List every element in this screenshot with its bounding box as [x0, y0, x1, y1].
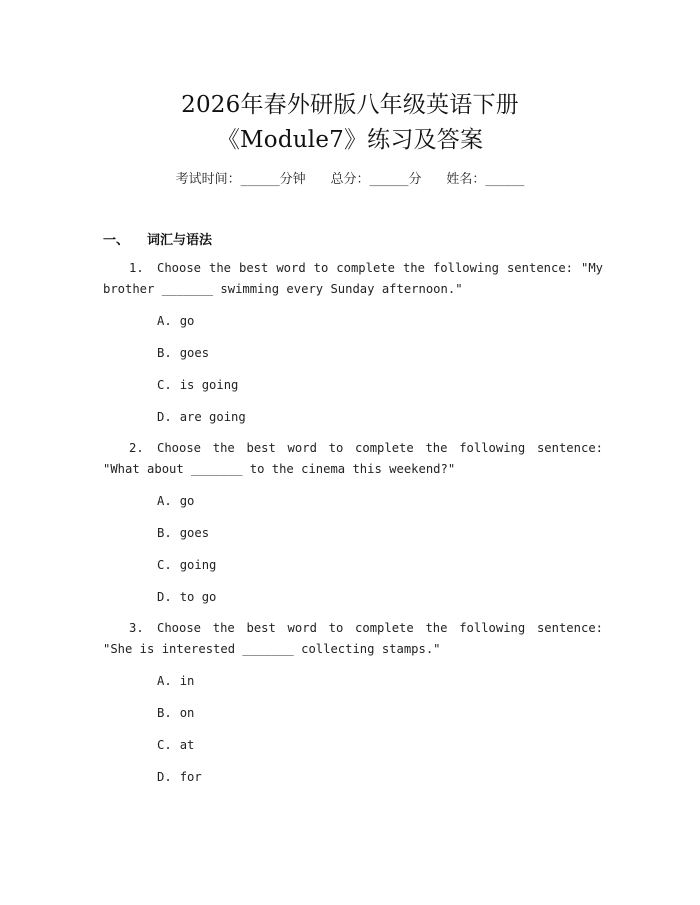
question-2-option-c: [157, 558, 216, 572]
question-3-option-b: [157, 706, 194, 720]
question-2-option-d: [157, 590, 216, 604]
option-text: is going: [179, 378, 239, 392]
exam-info-line: [0, 168, 700, 187]
option-letter: B.: [157, 346, 172, 360]
question-number: 1.: [129, 261, 144, 275]
score-label: 总分：: [330, 172, 370, 187]
section-heading: [103, 229, 212, 248]
option-letter: D.: [157, 770, 172, 784]
option-letter: A.: [157, 494, 172, 508]
option-letter: C.: [157, 738, 172, 752]
question-1-option-b: [157, 346, 209, 360]
question-3-option-d: [157, 770, 202, 784]
option-letter: B.: [157, 706, 172, 720]
option-text: on: [179, 706, 195, 720]
time-blank: ______: [240, 172, 280, 187]
document-subtitle: 《Module7》练习及答案: [216, 127, 484, 153]
question-1: [103, 258, 603, 300]
question-1-option-d: [157, 410, 246, 424]
question-3-option-c: [157, 738, 194, 752]
section-number: 一、: [103, 233, 130, 248]
option-letter: D.: [157, 410, 172, 424]
time-label: 考试时间：: [175, 172, 241, 187]
option-letter: B.: [157, 526, 172, 540]
option-text: goes: [179, 346, 210, 360]
option-text: in: [179, 674, 195, 688]
option-text: for: [179, 770, 202, 784]
question-number: 3.: [129, 621, 144, 635]
option-letter: D.: [157, 590, 172, 604]
option-text: to go: [179, 590, 217, 604]
question-text: Choose the best word to complete the following sentence: "My brother _______ swimming every Sunday afternoon.": [103, 261, 603, 296]
question-number: 2.: [129, 441, 144, 455]
question-2-option-a: [157, 494, 194, 508]
option-letter: A.: [157, 674, 172, 688]
section-title: 词汇与语法: [147, 233, 213, 248]
name-label: 姓名：: [446, 172, 486, 187]
score-unit: 分: [408, 172, 422, 187]
question-1-option-c: [157, 378, 238, 392]
question-2: [103, 438, 603, 480]
option-text: going: [179, 558, 217, 572]
question-3-option-a: [157, 674, 194, 688]
option-letter: A.: [157, 314, 172, 328]
document-title: 2026年春外研版八年级英语下册: [181, 92, 519, 118]
name-blank: ______: [485, 172, 525, 187]
time-unit: 分钟: [279, 172, 306, 187]
option-text: goes: [179, 526, 210, 540]
option-letter: C.: [157, 558, 172, 572]
option-letter: C.: [157, 378, 172, 392]
question-text: Choose the best word to complete the following sentence: "What about _______ to the cinema this weekend?": [103, 441, 603, 476]
question-2-option-b: [157, 526, 209, 540]
question-text: Choose the best word to complete the following sentence: "She is interested _______ collecting stamps.": [103, 621, 603, 656]
option-text: go: [179, 314, 195, 328]
option-text: are going: [179, 410, 246, 424]
option-text: at: [179, 738, 195, 752]
score-blank: ______: [369, 172, 409, 187]
question-3: [103, 618, 603, 660]
question-1-option-a: [157, 314, 194, 328]
option-text: go: [179, 494, 195, 508]
